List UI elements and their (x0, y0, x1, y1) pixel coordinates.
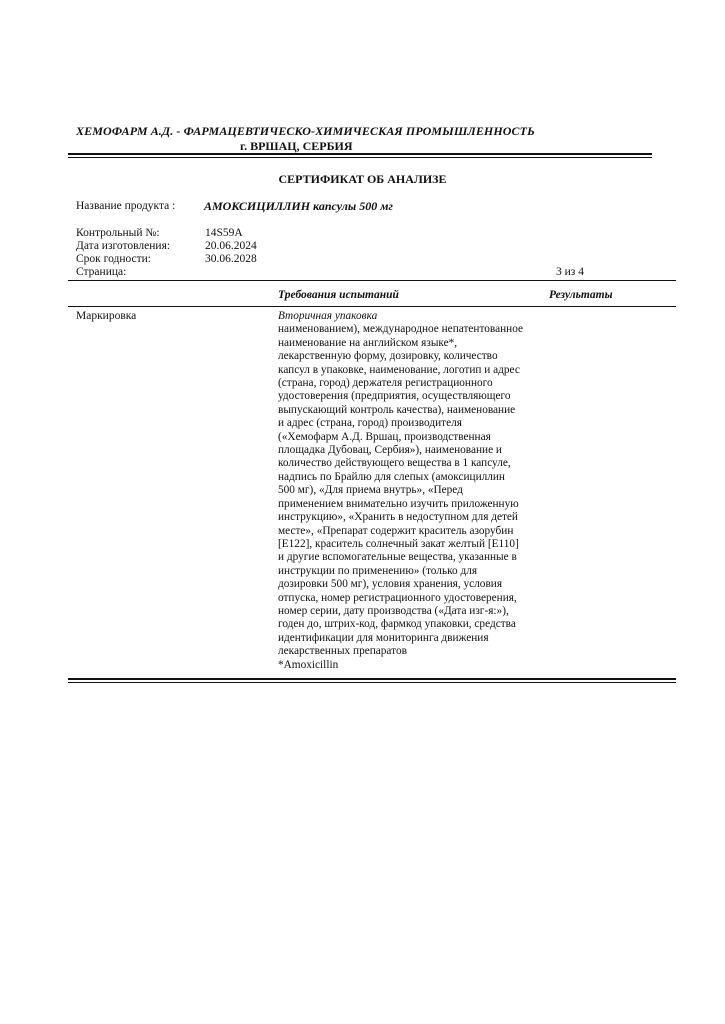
requirements-line: надпись по Брайлю для слепых (амоксициллин (278, 470, 505, 483)
requirements-cell (278, 310, 550, 672)
requirements-line: инструкции по применению» (только для (278, 564, 478, 577)
requirements-line: применением внимательно изучить приложенную (278, 497, 519, 510)
requirements-line: количество действующего вещества в 1 капсуле, (278, 457, 511, 470)
row-label-marking: Маркировка (76, 310, 137, 322)
requirements-line: номер серии, дату производства («Дата изг-я:»), (278, 604, 509, 617)
requirements-line: лекарственную форму, дозировку, количество (278, 350, 498, 363)
expiry-date-value: 30.06.2028 (205, 253, 257, 265)
requirements-line: удостоверения (предприятия, осуществляющего (278, 390, 511, 403)
company-header (76, 124, 535, 139)
requirements-line: годен до, штрих-код, фармкод упаковки, средства (278, 618, 516, 631)
requirements-line: идентификации для мониторинга движения (278, 631, 489, 644)
company-industry: - ФАРМАЦЕВТИЧЕСКО-ХИМИЧЕСКАЯ ПРОМЫШЛЕННОСТЬ (173, 124, 535, 138)
table-header-rule (68, 306, 676, 307)
requirements-line: инструкцию», «Хранить в недоступном для детей (278, 511, 518, 524)
requirements-line: выпускающий контроль качества), наименование (278, 403, 516, 416)
requirements-line: 500 мг), «Для приема внутрь», «Перед (278, 484, 463, 497)
header-divider (68, 153, 652, 158)
page-label: Страница: (76, 266, 127, 278)
requirements-line: дозировки 500 мг), условия хранения, условия (278, 578, 503, 591)
product-name: АМОКСИЦИЛЛИН капсулы 500 мг (204, 199, 393, 213)
table-top-rule (68, 280, 676, 281)
document-title: СЕРТИФИКАТ ОБ АНАЛИЗЕ (278, 172, 447, 186)
requirements-line: [E122], краситель солнечный закат желтый [E110] (278, 537, 519, 550)
requirements-line: площадка Дубовац, Сербия»), наименование и (278, 444, 502, 457)
requirements-line: («Хемофарм А.Д. Вршац, производственная (278, 430, 491, 443)
company-city: г. ВРШАЦ, СЕРБИЯ (240, 139, 353, 153)
requirements-line: наименование на английском языке*, (278, 336, 458, 349)
manufacture-date-label: Дата изготовления: (76, 240, 171, 252)
requirements-line: наименованием), международное непатентованное (278, 323, 523, 336)
requirements-line: отпуска, номер регистрационного удостоверения, (278, 591, 517, 604)
requirements-line: и адрес (страна, город) производителя (278, 417, 462, 430)
requirements-line: (страна, город) держателя регистрационного (278, 377, 493, 390)
manufacture-date-value: 20.06.2024 (205, 240, 257, 252)
requirements-text (278, 323, 550, 658)
page-number: 3 из 4 (556, 266, 584, 278)
column-header-requirements: Требования испытаний (278, 289, 399, 301)
requirements-line: капсул в упаковке, наименование, логотип и адрес (278, 363, 520, 376)
company-name: ХЕМОФАРМ А.Д. (76, 124, 174, 138)
column-header-results: Результаты (549, 289, 613, 301)
requirements-line: месте», «Препарат содержит краситель азорубин (278, 524, 514, 537)
requirements-subheading: Вторичная упаковка (278, 310, 378, 322)
control-number-value: 14S59A (205, 227, 243, 239)
requirements-footnote: *Amoxicillin (278, 658, 339, 671)
expiry-date-label: Срок годности: (76, 253, 152, 265)
requirements-line: лекарственных препаратов (278, 645, 407, 658)
table-bottom-rule (68, 678, 676, 683)
product-label: Название продукта : (76, 200, 176, 212)
control-number-label: Контрольный №: (76, 227, 160, 239)
requirements-line: и другие вспомогательные вещества, указанные в (278, 551, 517, 564)
